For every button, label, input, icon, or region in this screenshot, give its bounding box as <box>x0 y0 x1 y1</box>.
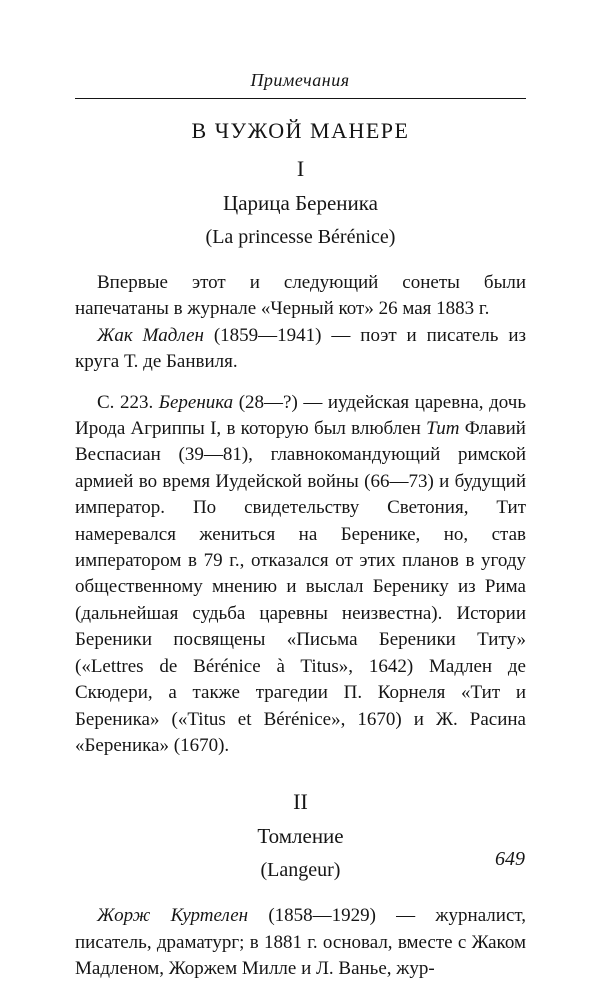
note-paragraph <box>75 390 526 760</box>
page-number: 649 <box>495 848 525 870</box>
page-reference: С. 223. <box>97 391 159 413</box>
note-paragraph <box>75 323 526 376</box>
note-text: (1858—1929) — журналист, писатель, драматург; в 1881 г. основал, вместе с Жаком Мадленом, Жоржем Милле и Л. Ванье, жур- <box>75 905 526 980</box>
note-text: (28—?) — иудейская царевна, дочь Ирода Агриппы I, в которую был влюблен <box>75 391 526 440</box>
poem-title: Томление <box>257 824 344 849</box>
note-text: Флавий Веспасиан (39—81), главнокомандующий римской армией во время Иудейской войны (66—73) и будущий император. По свидетельству Светония, Тит намеревался жениться на Беренике, но, став императором в 79 г., отказался от этих планов в угоду общественному мнению и выслал Беренику из Рима (дальнейшая судьба царевны неизвестна). Истории Береники посвящены «Письма Береники Титу» («Lettres de Bérénice à Titus», 1642) Мадлен де Скюдери, а также трагедии П. Корнеля «Тит и Береника» («Titus et Bérénice», 1670) и Ж. Расина «Береника» (1670). <box>75 418 526 756</box>
poem-original-title: (Langeur) <box>260 859 341 882</box>
section-title: В ЧУЖОЙ МАНЕРЕ <box>191 118 410 143</box>
person-name: Жорж Куртелен <box>97 905 249 927</box>
person-name: Жак Мадлен <box>97 324 204 346</box>
poem-title: Царица Береника <box>223 191 378 215</box>
note-paragraph <box>75 903 526 982</box>
note-text: (1859—1941) — поэт и писатель из круга Т. де Банвиля. <box>75 324 526 373</box>
running-header: Примечания <box>250 70 350 90</box>
person-name: Тит <box>426 418 460 440</box>
poem-number: II <box>293 789 308 815</box>
page-content <box>75 112 526 983</box>
note-paragraph: Впервые этот и следующий сонеты были напечатаны в журнале «Черный кот» 26 мая 1883 г. <box>75 272 526 320</box>
term: Береника <box>158 391 234 413</box>
poem-original-title: (La princesse Bérénice) <box>205 226 396 248</box>
poem-number: I <box>296 156 305 181</box>
header-rule <box>75 98 526 99</box>
